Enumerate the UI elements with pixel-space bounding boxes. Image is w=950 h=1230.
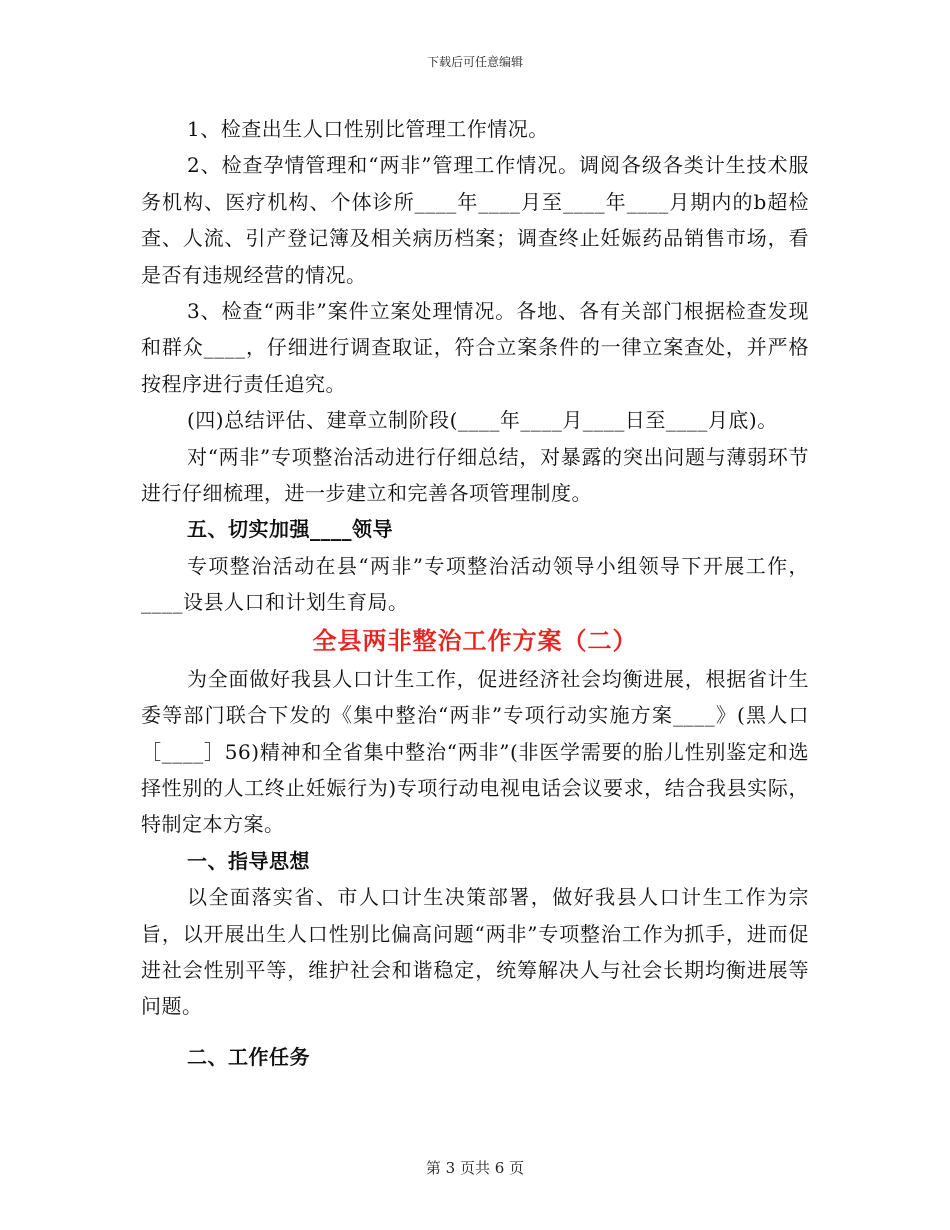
- paragraph-summary-stage: (四)总结评估、建章立制阶段(____年____月____日至____月底)。: [187, 408, 778, 433]
- document-title: 全县两非整治工作方案（二）: [312, 626, 638, 655]
- paragraph-leadership: 专项整治活动在县“两非”专项整治活动领导小组领导下开展工作，____设县人口和计划生育局。: [141, 553, 809, 615]
- page-header: 下载后可任意编辑: [426, 55, 523, 69]
- heading-guiding-thought: 一、指导思想: [187, 848, 310, 873]
- paragraph-check-pregnancy: 2、检查孕情管理和“两非”管理工作情况。调阅各级各类计生技术服务机构、医疗机构、个体诊所____年____月至____年____月期内的b超检查、人流、引产登记簿及相关病历档案；调查终止妊娠药品销售市场，看是否有违规经营的情况。: [141, 153, 809, 287]
- heading-work-tasks: 二、工作任务: [187, 1044, 310, 1069]
- paragraph-summary-detail: 对“两非”专项整治活动进行仔细总结，对暴露的突出问题与薄弱环节进行仔细梳理，进一步建立和完善各项管理制度。: [141, 444, 809, 506]
- paragraph-check-sex-ratio: 1、检查出生人口性别比管理工作情况。: [187, 117, 549, 141]
- spacer: [141, 1025, 809, 1039]
- paragraph-check-cases: 3、检查“两非”案件立案处理情况。各地、各有关部门根据检查发现和群众____，仔细进行调查取证，符合立案条件的一律立案查处，并严格按程序进行责任追究。: [141, 299, 809, 396]
- heading-leadership: 五、切实加强____领导: [187, 517, 393, 542]
- document-body: [141, 111, 809, 1075]
- paragraph-guiding-thought: 以全面落实省、市人口计生决策部署，做好我县人口计生工作为宗旨，以开展出生人口性别比偏高问题“两非”专项整治工作为抓手，进而促进社会性别平等，维护社会和谐稳定，统筹解决人与社会长期均衡进展等问题。: [141, 885, 809, 1019]
- paragraph-intro: 为全面做好我县人口计生工作，促进经济社会均衡进展，根据省计生委等部门联合下发的《集中整治“两非”专项行动实施方案____》(黑人口［____］56)精神和全省集中整治“两非”(非医学需要的胎儿性别鉴定和选择性别的人工终止妊娠行为)专项行动电视电话会议要求，结合我县实际，特制定本方案。: [141, 666, 809, 837]
- page-footer: 第 3 页共 6 页: [425, 1159, 525, 1177]
